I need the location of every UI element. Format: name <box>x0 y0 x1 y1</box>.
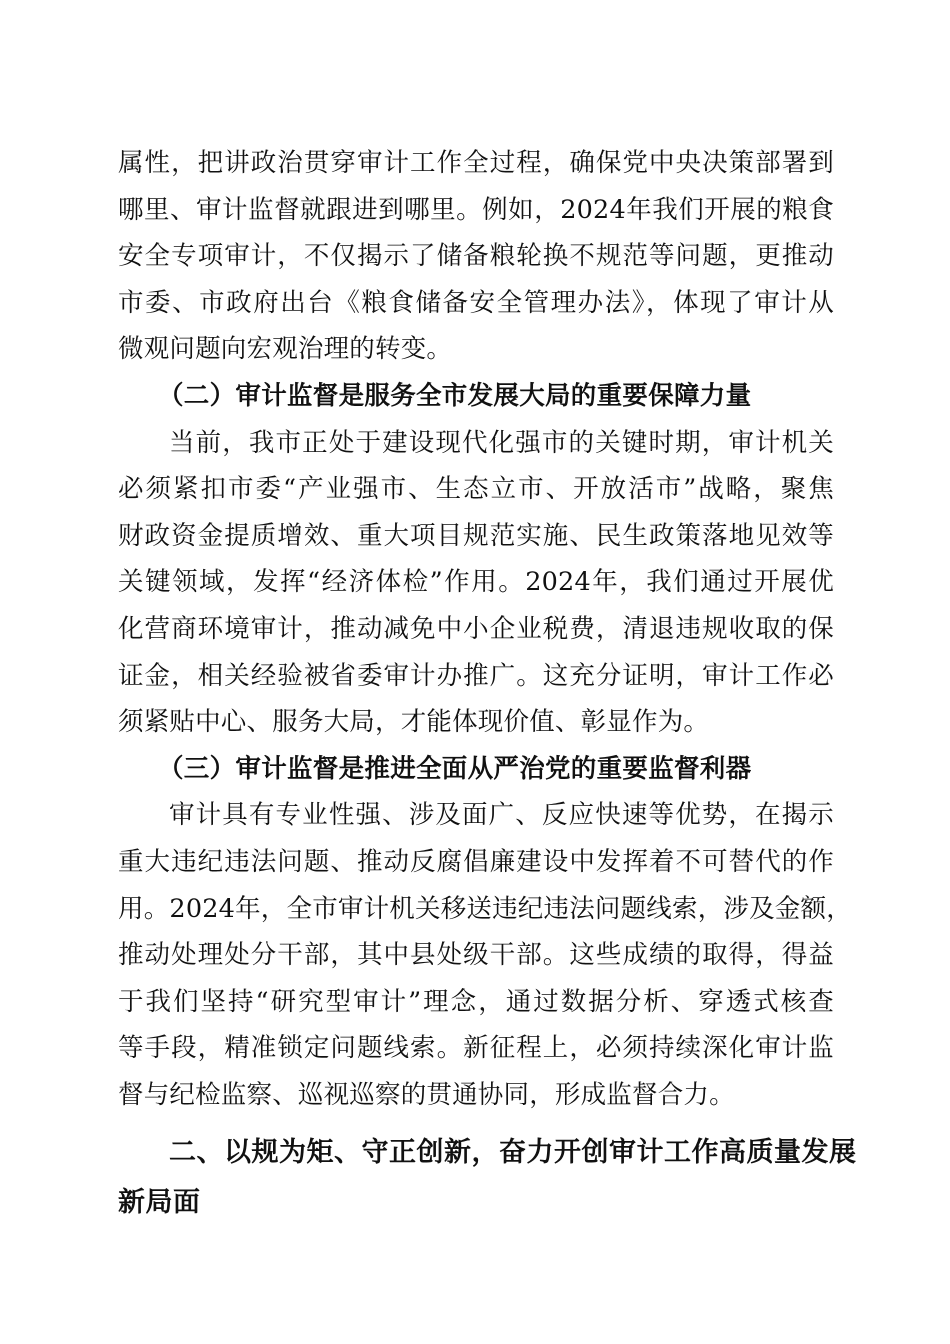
text-line: 必须紧扣市委“产业强市、生态立市、开放活市”战略，聚焦 <box>118 474 834 505</box>
document-page <box>118 140 857 1228</box>
text-line: 等手段，精准锁定问题线索。新征程上，必须持续深化审计监 <box>118 1033 834 1064</box>
text-line: 微观问题向宏观治理的转变。 <box>118 334 453 365</box>
text-line: 于我们坚持“研究型审计”理念，通过数据分析、穿透式核查 <box>118 986 834 1017</box>
text-line: 安全专项审计，不仅揭示了储备粮轮换不规范等问题，更推动 <box>118 241 834 272</box>
text-line: 审计具有专业性强、涉及面广、反应快速等优势，在揭示 <box>169 800 834 831</box>
text-line: 化营商环境审计，推动减免中小企业税费，清退违规收取的保 <box>118 613 834 644</box>
paragraph-supervision <box>118 792 852 1118</box>
text-line: 督与纪检监察、巡视巡察的贯通协同，形成监督合力。 <box>118 1079 735 1110</box>
text-line: 市委、市政府出台《粮食储备安全管理办法》，体现了审计从 <box>118 287 834 318</box>
sub-heading-2: （二）审计监督是服务全市发展大局的重要保障力量 <box>158 380 752 411</box>
text-line: 证金，相关经验被省委审计办推广。这充分证明，审计工作必 <box>118 660 834 691</box>
paragraph-development <box>118 420 834 746</box>
text-line: 推动处理处分干部，其中县处级干部。这些成绩的取得，得益 <box>118 940 834 971</box>
text-line: 当前，我市正处于建设现代化强市的关键时期，审计机关 <box>169 427 834 458</box>
text-line: 属性，把讲政治贯穿审计工作全过程，确保党中央决策部署到 <box>118 148 834 178</box>
section-heading-line: 二、以规为矩、守正创新，奋力开创审计工作高质量发展 <box>169 1137 857 1169</box>
paragraph-political-attribute <box>118 140 834 373</box>
text-line: 重大违纪违法问题、推动反腐倡廉建设中发挥着不可替代的作 <box>118 846 834 877</box>
sub-heading-3: （三）审计监督是推进全面从严治党的重要监督利器 <box>158 753 752 784</box>
text-line: 用。2024年，全市审计机关移送违纪违法问题线索，涉及金额， <box>118 893 852 924</box>
section-heading-2 <box>118 1128 857 1228</box>
text-line: 关键领域，发挥“经济体检”作用。2024年，我们通过开展优 <box>118 567 834 598</box>
section-heading-line: 新局面 <box>118 1187 201 1219</box>
text-line: 哪里、审计监督就跟进到哪里。例如，2024年我们开展的粮食 <box>118 194 834 225</box>
text-line: 财政资金提质增效、重大项目规范实施、民生政策落地见效等 <box>118 520 834 551</box>
text-line: 须紧贴中心、服务大局，才能体现价值、彰显作为。 <box>118 707 710 738</box>
